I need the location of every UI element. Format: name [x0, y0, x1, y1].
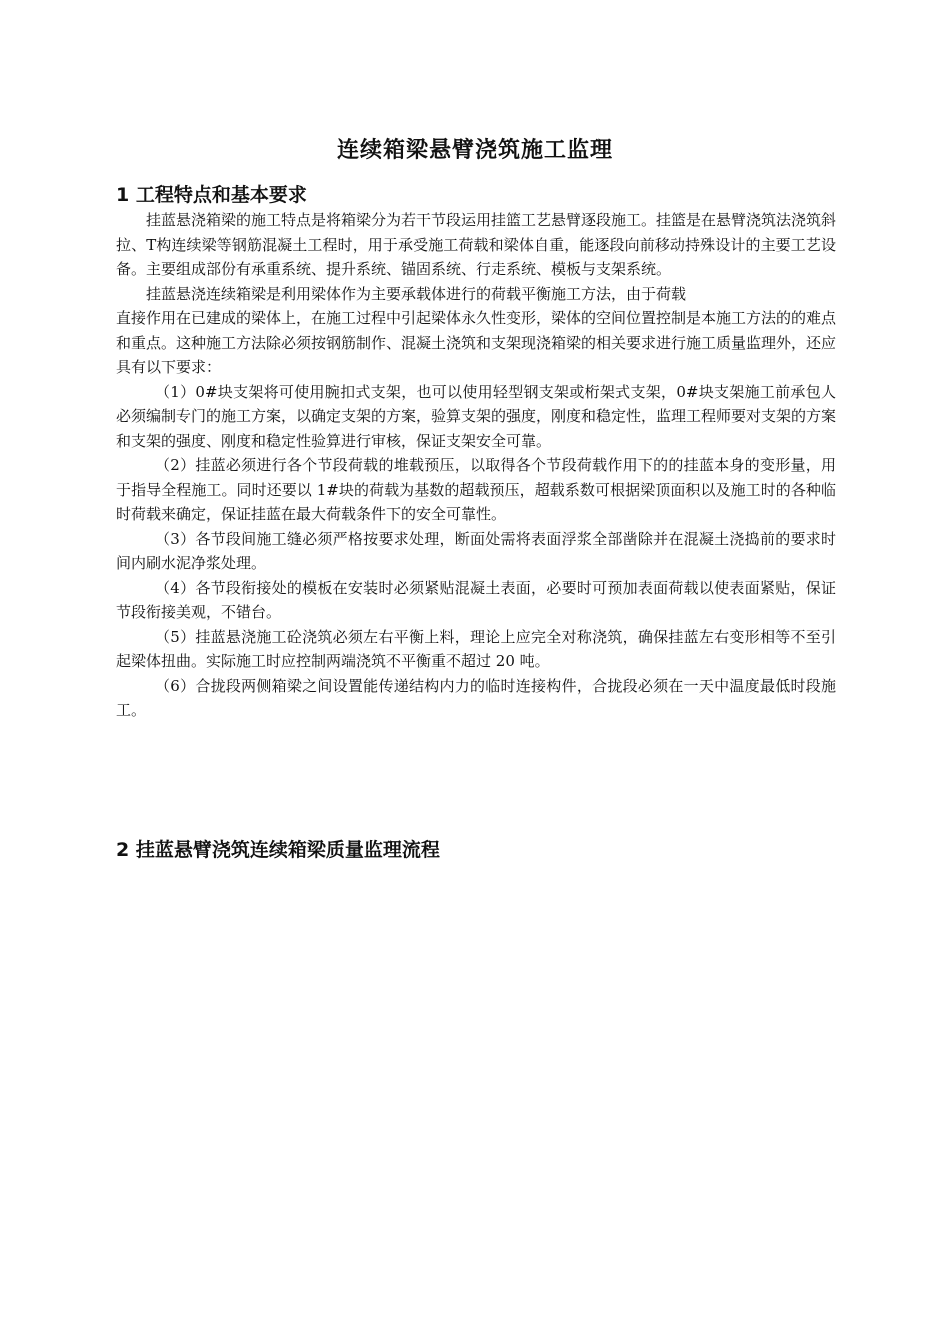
section-2-heading: 2 挂蓝悬臂浇筑连续箱梁质量监理流程 [116, 839, 440, 861]
section-1-body [116, 208, 836, 723]
document-title: 连续箱梁悬臂浇筑施工监理 [336, 138, 613, 163]
paragraph-intro: 挂蓝悬浇箱梁的施工特点是将箱梁分为若干节段运用挂篮工艺悬臂逐段施工。挂篮是在悬臂浇筑法浇筑斜拉、T构连续梁等钢筋混凝土工程时，用于承受施工荷载和梁体自重，能逐段向前移动持殊设计的主要工艺设备。主要组成部份有承重系统、提升系统、锚固系统、行走系统、模板与支架系统。 [116, 211, 837, 278]
requirement-item-5: （5）挂蓝悬浇施工砼浇筑必须左右平衡上料，理论上应完全对称浇筑，确保挂蓝左右变形相等不至引起梁体扭曲。实际施工时应控制两端浇筑不平衡重不超过 20 吨。 [116, 627, 836, 670]
requirement-item-6: （6）合拢段两侧箱梁之间设置能传递结构内力的临时连接构件，合拢段必须在一天中温度最低时段施工。 [116, 676, 836, 719]
requirement-item-1: （1）0#块支架将可使用腕扣式支架，也可以使用轻型钢支架或桁架式支架，0#块支架施工前承包人必须编制专门的施工方案，以确定支架的方案，验算支架的强度，刚度和稳定性，监理工程师要对支架的方案和支架的强度、刚度和稳定性验算进行审核，保证支架安全可靠。 [116, 382, 837, 450]
paragraph-method-a: 挂蓝悬浇连续箱梁是利用梁体作为主要承载体进行的荷载平衡施工方法，由于荷载 [146, 284, 687, 303]
requirement-item-2: （2）挂蓝必须进行各个节段荷载的堆载预压，以取得各个节段荷载作用下的的挂蓝本身的变形量，用于指导全程施工。同时还要以 1#块的荷载为基数的超载预压，超载系数可根据梁顶面积以及施工时的各种临时荷载来确定，保证挂蓝在最大荷载条件下的安全可靠性。 [116, 456, 836, 523]
section-1-heading: 1 工程特点和基本要求 [116, 184, 307, 206]
requirement-item-4: （4）各节段衔接处的模板在安装时必须紧贴混凝土表面，必要时可预加表面荷载以使表面紧贴，保证节段衔接美观，不错台。 [116, 578, 836, 621]
requirement-item-3: （3）各节段间施工缝必须严格按要求处理，断面处需将表面浮浆全部凿除并在混凝土浇捣前的要求时间内刷水泥净浆处理。 [116, 529, 836, 572]
paragraph-method-b: 直接作用在已建成的梁体上，在施工过程中引起梁体永久性变形，梁体的空间位置控制是本施工方法的的难点和重点。这种施工方法除必须按钢筋制作、混凝土浇筑和支架现浇箱梁的相关要求进行施工质量监理外，还应具有以下要求： [116, 309, 837, 376]
